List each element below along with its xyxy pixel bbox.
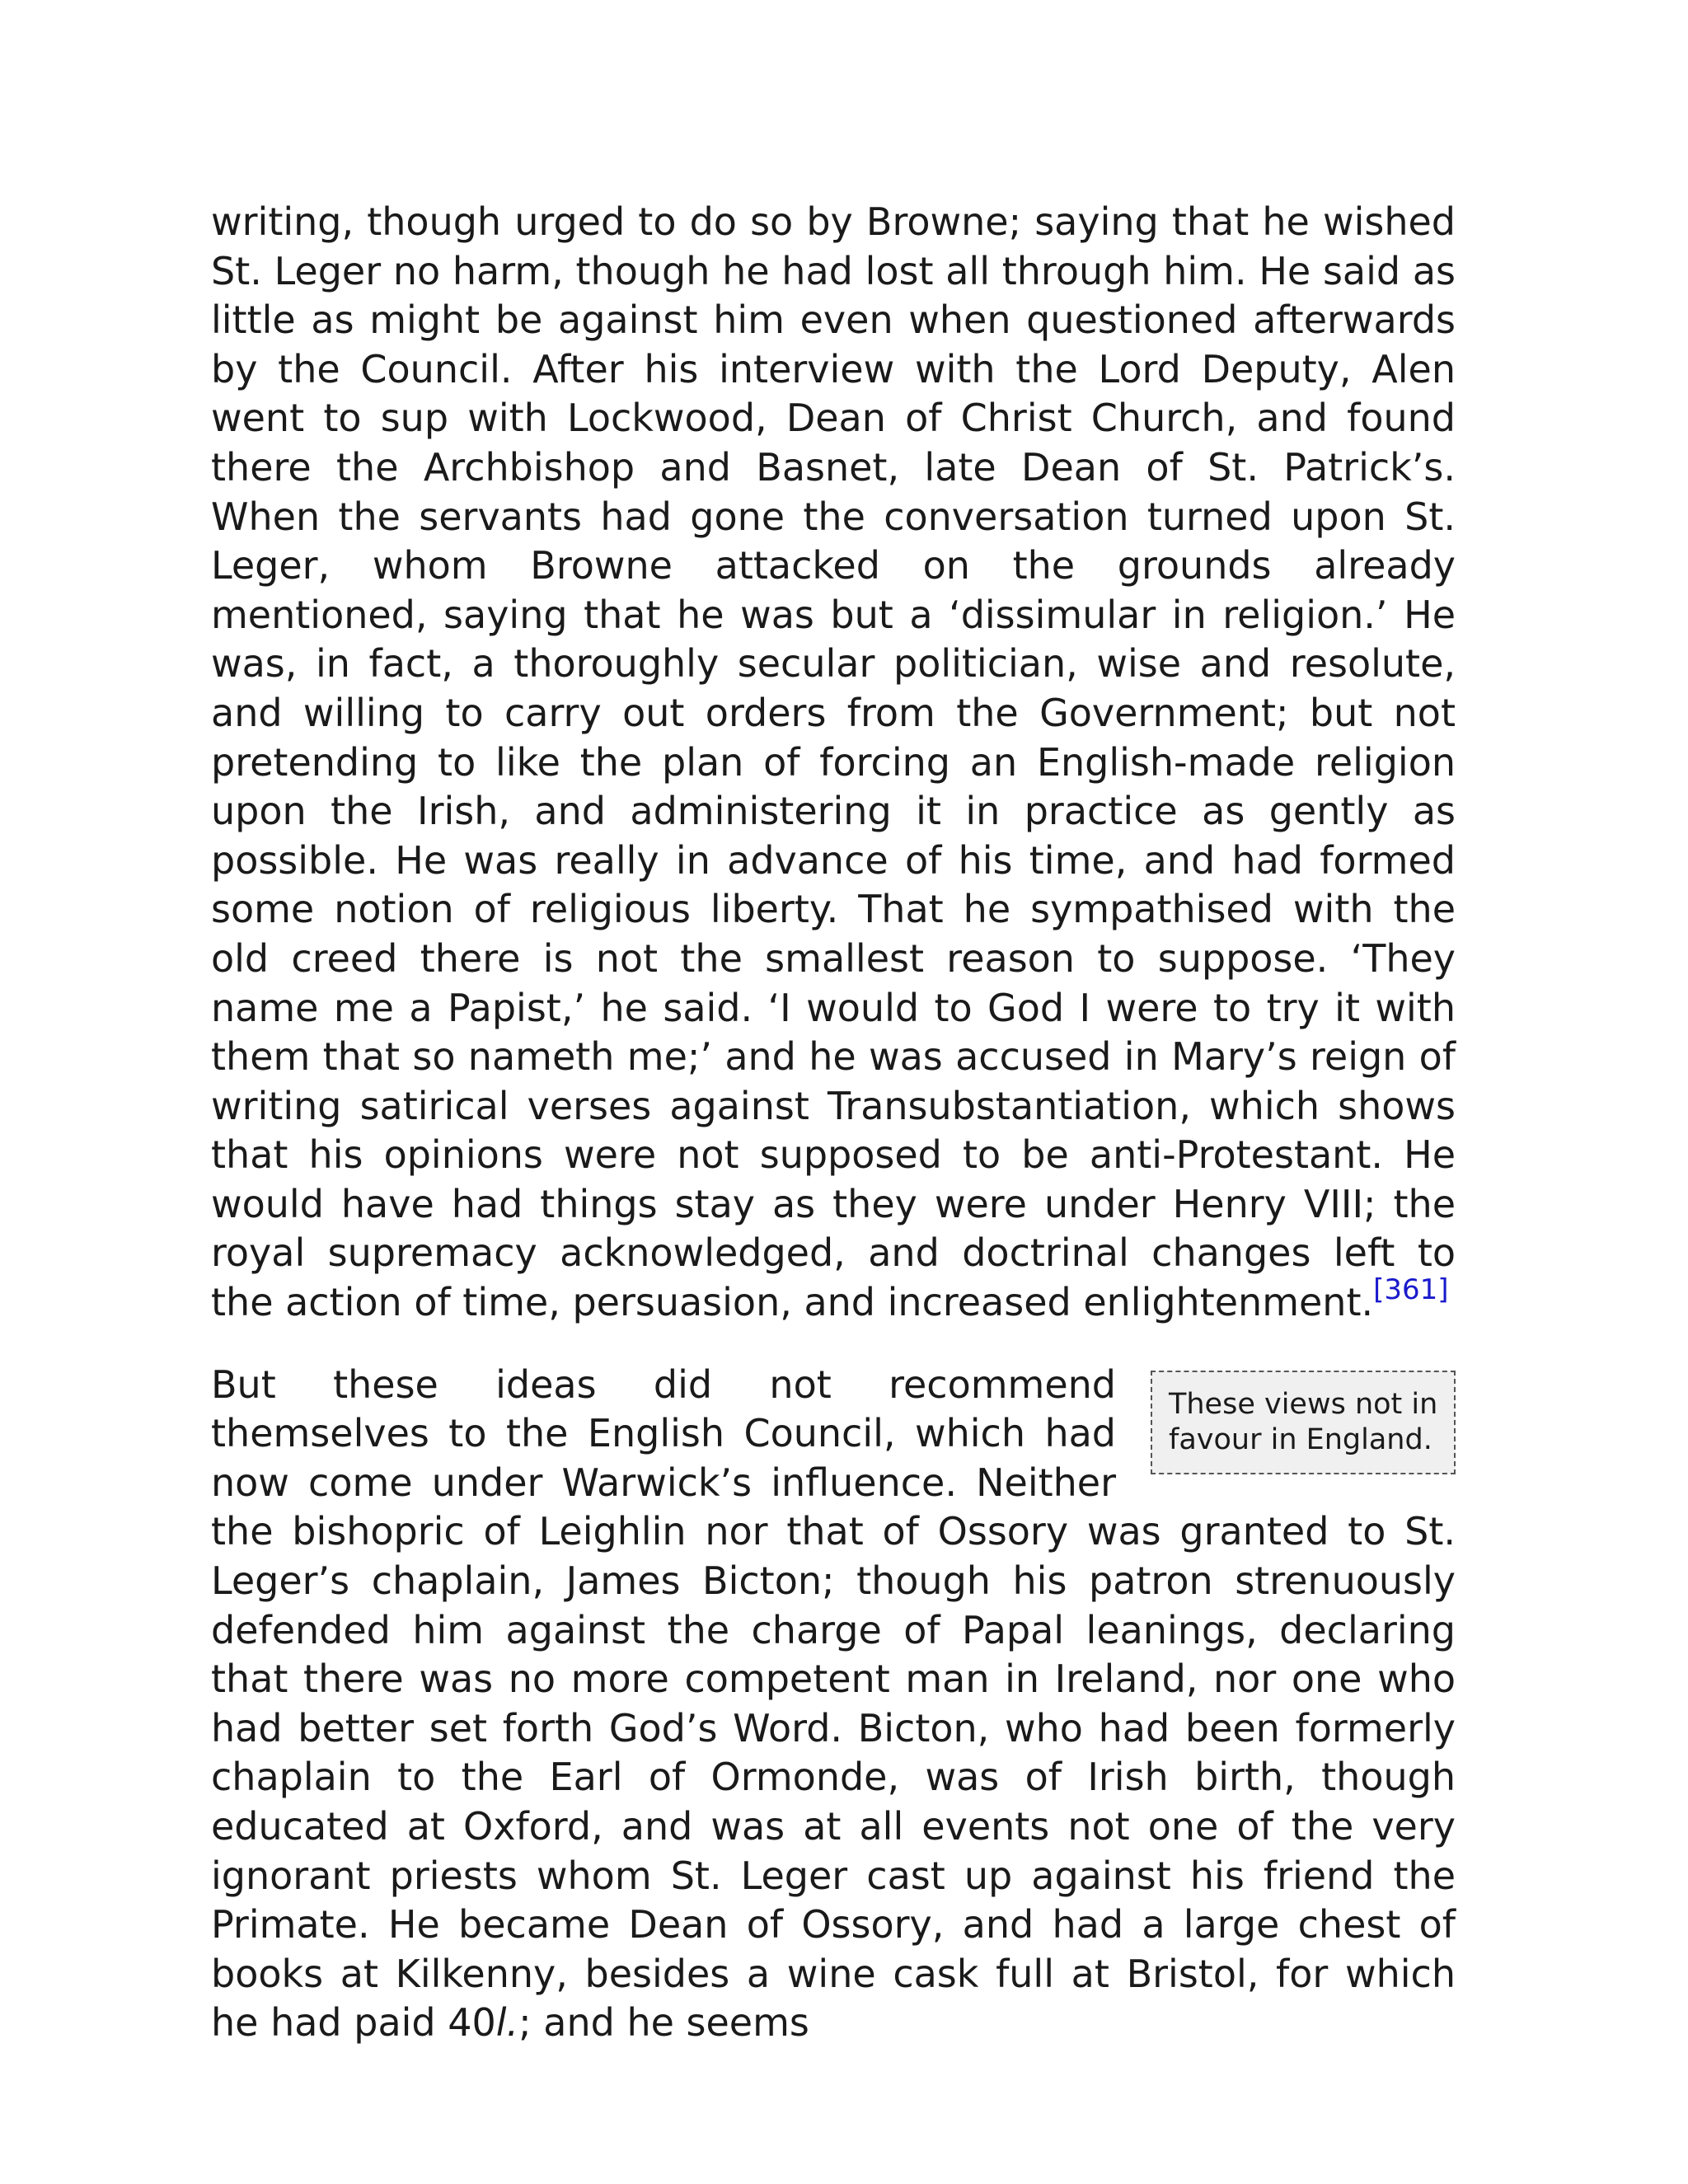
paragraph-2-text: But these ideas did not recommend themselves to the English Council, which had now come under Warwick’s influence. Neither the bishopric of Leighlin nor that of Ossory was granted to St. Leger’s chaplain, James Bicton; though his patron strenuously defended him against the charge of Papal leanings, declaring that there was no more competent man in Ireland, nor one who had better set forth God’s Word. Bicton, who had been formerly chaplain to the Earl of Ormonde, was of Irish birth, though educated at Oxford, and was at all events not one of the very ignorant priests whom St. Leger cast up against his friend the Primate. He became Dean of Ossory, and had a large chest of books at Kilkenny, besides a wine cask full at Bristol, for which he had paid 40 bbox=[211, 1361, 1456, 2046]
page-content bbox=[211, 198, 1456, 2048]
paragraph-2-tail: ; and he seems bbox=[518, 2000, 809, 2046]
paragraph-1 bbox=[211, 198, 1456, 1328]
footnote-link-361[interactable]: [361] bbox=[1373, 1273, 1449, 1307]
pound-abbrev: l. bbox=[495, 2000, 519, 2046]
paragraph-2 bbox=[211, 1361, 1456, 2048]
paragraph-1-text: writing, though urged to do so by Browne; saying that he wished St. Leger no harm, though he had lost all through him. He said as little as might be against him even when questioned afterwards by the Council. After his interview with the Lord Deputy, Alen went to sup with Lockwood, Dean of Christ Church, and found there the Archbishop and Basnet, late Dean of St. Patrick’s. When the servants had gone the conversation turned upon St. Leger, whom Browne attacked on the grounds already mentioned, saying that he was but a ‘dissimular in religion.’ He was, in fact, a thoroughly secular politician, wise and resolute, and willing to carry out orders from the Government; but not pretending to like the plan of forcing an English-made religion upon the Irish, and administering it in practice as gently as possible. He was really in advance of his time, and had formed some notion of religious liberty. That he sympathised with the old creed there is not the smallest reason to suppose. ‘They name me a Papist,’ he said. ‘I would to God I were to try it with them that so nameth me;’ and he was accused in Mary’s reign of writing satirical verses against Transubstantiation, which shows that his opinions were not supposed to be anti-Protestant. He would have had things stay as they were under Henry VIII; the royal supremacy acknowledged, and doctrinal changes left to the action of time, persuasion, and increased enlightenment. bbox=[211, 199, 1456, 1325]
sidenote-box: These views not in favour in England. bbox=[1151, 1371, 1456, 1474]
